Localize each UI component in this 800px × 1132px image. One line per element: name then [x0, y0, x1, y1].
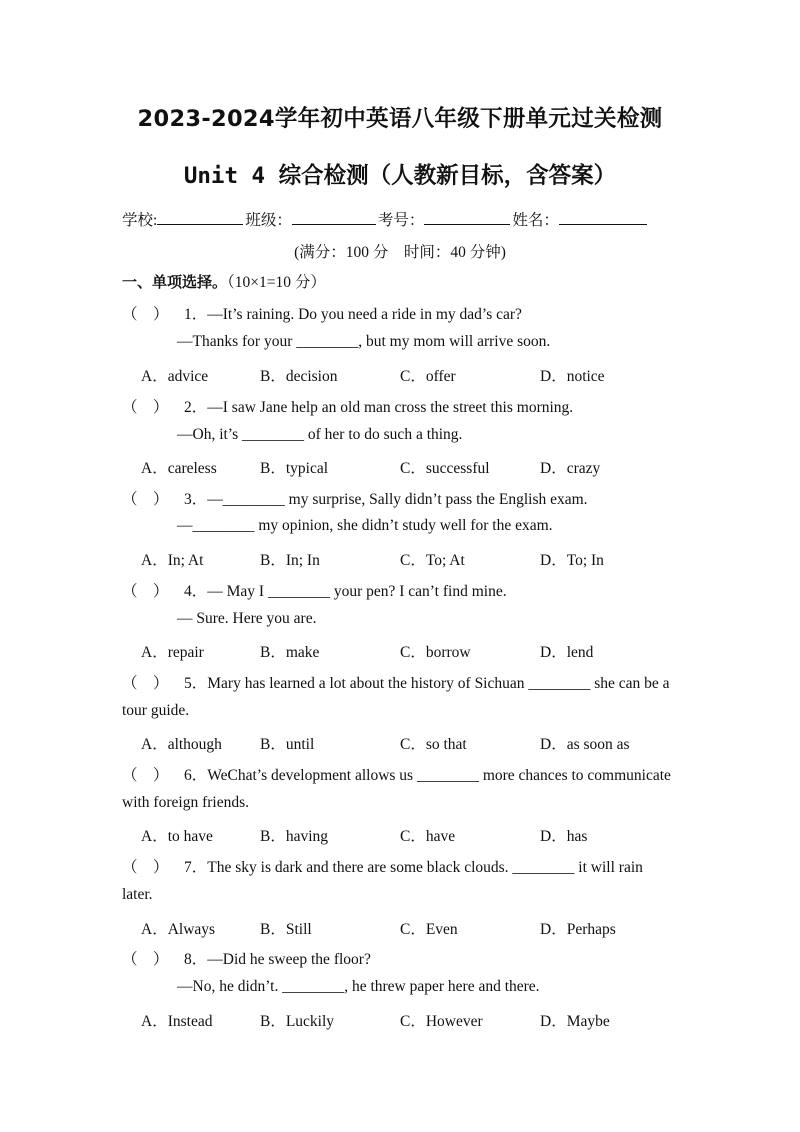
option-b: B．typical [260, 460, 329, 477]
question-text: —It’s raining. Do you need a ride in my dad’s car? [207, 306, 522, 323]
option-d: D．Perhaps [540, 921, 616, 938]
option-b: B．In; In [260, 552, 320, 569]
exam-title: 2023-2024学年初中英语八年级下册单元过关检测 [137, 106, 663, 132]
answer-paren: （ ） [122, 859, 169, 876]
question-5-continued: tour guide. [122, 702, 190, 719]
option-b: B．Luckily [260, 1013, 335, 1030]
question-5 [122, 671, 670, 693]
question-1-reply: —Thanks for your ________, but my mom will arrive soon. [177, 333, 551, 350]
option-c: C．have [400, 828, 456, 845]
option-d: D．crazy [540, 460, 601, 477]
option-b: B．Still [260, 921, 312, 938]
school-label: 学校: [122, 212, 158, 229]
question-7-continued: later. [122, 886, 153, 903]
option-a: A．advice [141, 368, 209, 385]
option-c: C．However [400, 1013, 483, 1030]
answer-paren: （ ） [122, 951, 169, 968]
question-number: 5． [184, 675, 208, 692]
question-3 [122, 487, 588, 509]
option-c: C．Even [400, 921, 458, 938]
option-b: B．decision [260, 368, 338, 385]
question-number: 1． [184, 306, 208, 323]
question-text: —________ my surprise, Sally didn’t pass the English exam. [207, 491, 588, 508]
question-3-reply: —________ my opinion, she didn’t study well for the exam. [177, 517, 553, 534]
name-blank [559, 210, 647, 225]
section-score: （10×1=10 分） [227, 274, 326, 291]
option-d: D．To; In [540, 552, 604, 569]
question-1 [122, 302, 522, 324]
name-label: 姓名： [512, 212, 559, 229]
question-text: —Did he sweep the floor? [207, 951, 371, 968]
question-4 [122, 579, 507, 601]
question-8-reply: —No, he didn’t. ________, he threw paper here and there. [177, 978, 540, 995]
option-c: C．so that [400, 736, 467, 753]
option-d: D．has [540, 828, 588, 845]
option-c: C．To; At [400, 552, 465, 569]
option-a: A．to have [141, 828, 213, 845]
option-c: C．offer [400, 368, 456, 385]
question-2 [122, 395, 573, 417]
answer-paren: （ ） [122, 399, 169, 416]
score-time-info: (满分：100 分 时间：40 分钟) [294, 244, 506, 261]
section-title: 一、单项选择。 [122, 273, 228, 291]
question-text: The sky is dark and there are some black clouds. ________ it will rain [207, 859, 643, 876]
class-blank [292, 210, 376, 225]
option-c: C．borrow [400, 644, 471, 661]
option-a: A．Instead [141, 1013, 213, 1030]
class-label: 班级： [245, 212, 292, 229]
option-b: B．having [260, 828, 329, 845]
question-number: 6． [184, 767, 208, 784]
question-number: 7． [184, 859, 208, 876]
question-text: —I saw Jane help an old man cross the street this morning. [207, 399, 574, 416]
number-label: 考号： [377, 212, 425, 229]
option-a: A．Always [141, 921, 216, 938]
question-number: 3． [184, 491, 208, 508]
question-text: Mary has learned a lot about the history of Sichuan ________ she can be a [207, 675, 670, 692]
option-b: B．make [260, 644, 320, 661]
question-6 [122, 763, 671, 785]
question-6-continued: with foreign friends. [122, 794, 249, 811]
question-text: WeChat’s development allows us ________ more chances to communicate [207, 767, 671, 784]
option-d: D．as soon as [540, 736, 630, 753]
number-blank [424, 210, 510, 225]
section-heading [122, 270, 326, 292]
option-a: A．although [141, 736, 222, 753]
question-number: 2． [184, 399, 208, 416]
option-a: A．In; At [141, 552, 204, 569]
option-c: C．successful [400, 460, 490, 477]
answer-paren: （ ） [122, 491, 169, 508]
question-7 [122, 855, 643, 877]
option-d: D．notice [540, 368, 605, 385]
option-a: A．repair [141, 644, 204, 661]
school-blank [157, 210, 243, 225]
option-b: B．until [260, 736, 315, 753]
exam-subtitle: Unit 4 综合检测（人教新目标，含答案） [183, 163, 617, 189]
question-2-reply: —Oh, it’s ________ of her to do such a thing. [177, 426, 463, 443]
question-number: 8． [184, 951, 208, 968]
answer-paren: （ ） [122, 767, 169, 784]
question-8 [122, 947, 371, 969]
question-text: — May I ________ your pen? I can’t find mine. [207, 583, 507, 600]
answer-paren: （ ） [122, 306, 169, 323]
option-d: D．Maybe [540, 1013, 610, 1030]
question-4-reply: — Sure. Here you are. [177, 610, 317, 627]
student-info-row [122, 208, 682, 230]
option-d: D．lend [540, 644, 594, 661]
question-number: 4． [184, 583, 208, 600]
answer-paren: （ ） [122, 675, 169, 692]
answer-paren: （ ） [122, 583, 169, 600]
option-a: A．careless [141, 460, 217, 477]
